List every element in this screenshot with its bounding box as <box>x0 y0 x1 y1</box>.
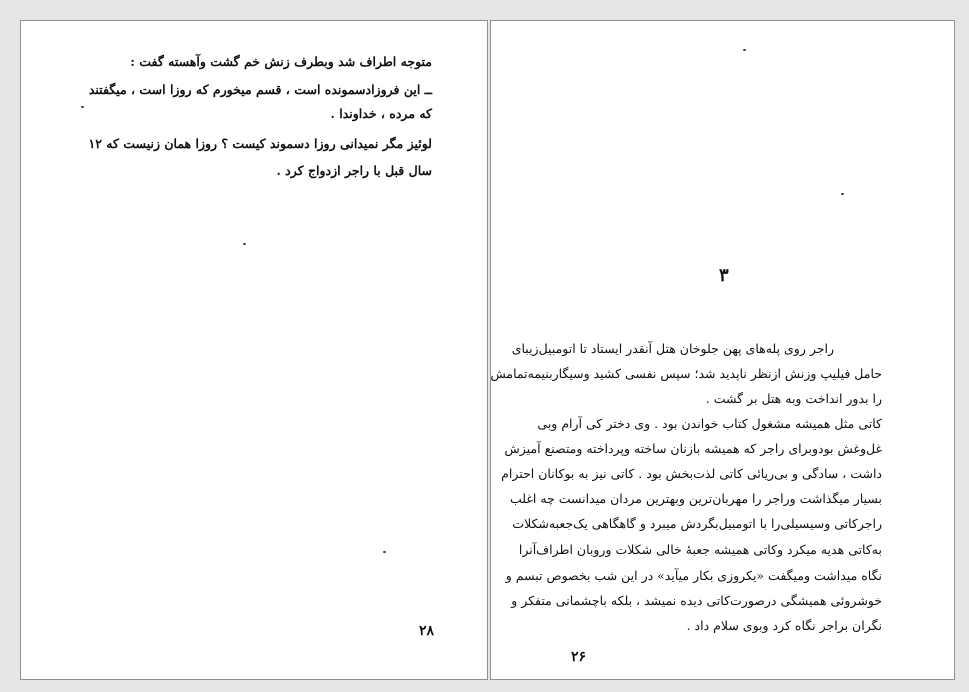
right-line-1: راجر روی پله‌های پهن جلوخان هتل آنقدر ایستاد تا اتومبیل‌زیبای <box>511 341 834 356</box>
right-line-4: کاتی مثل همیشه مشغول کتاب خواندن بود . وی دختر کی آرام وبی <box>537 416 882 431</box>
chapter-number: ۳ <box>719 265 729 286</box>
scan-speck <box>383 551 386 553</box>
left-line-1: متوجه اطراف شد وبطرف زنش خم گشت وآهسته گفت : <box>130 54 432 69</box>
right-line-7: بسیار میگذاشت وراجر را مهربان‌ترین وبهترین مردان میدانست چه اغلب <box>509 491 882 506</box>
right-line-8: راجرکاتی وسیسیلی‌را با اتومبیل‌بگردش میبرد و گاهگاهی یک‌جعبه‌شکلات <box>512 516 882 531</box>
right-line-12: نگران براجر نگاه کرد وبوی سلام داد . <box>686 618 882 633</box>
scan-speck <box>841 193 844 195</box>
right-line-11: خوشروئی همیشگی درصورت‌کاتی دیده نمیشد ، بلکه باچشمانی متفکر و <box>511 593 882 608</box>
right-line-10: نگاه میداشت ومیگفت «یکروزی بکار میآید» در این شب بخصوص تبسم و <box>505 568 882 583</box>
left-line-3: که مرده ، خداوندا . <box>330 106 432 121</box>
scan-speck <box>81 106 84 108</box>
right-page-number: ۲۶ <box>571 649 587 665</box>
right-line-2: حامل فیلیپ وزنش ازنظر ناپدید شد؛ سپس نفسی کشید وسیگاربنیمه‌تمامش <box>490 366 882 381</box>
right-line-6: داشت ، سادگی و بی‌ریائی کاتی لذت‌بخش بود . کاتی نیز به بوکانان احترام <box>501 466 882 481</box>
left-page <box>20 20 488 680</box>
right-page <box>490 20 955 680</box>
left-line-2: ــ این فروزادسمونده است ، قسم میخورم که روزا است ، میگفتند <box>88 82 432 97</box>
right-line-3: را بدور انداخت وبه هتل بر گشت . <box>705 391 882 406</box>
left-line-4: لوئیز مگر نمیدانی روزا دسموند کیست ؟ روزا همان زنیست که ۱۲ <box>88 136 432 151</box>
right-line-9: به‌کاتی هدیه میکرد وکاتی همیشه جعبهٔ خالی شکلات وروبان اطراف‌آنرا <box>518 542 882 557</box>
left-line-5: سال قبل با راجر ازدواج کرد . <box>276 163 432 178</box>
scan-speck <box>243 243 246 245</box>
scan-speck <box>743 49 746 51</box>
right-line-5: غل‌وغش بودوبرای راجر که همیشه بازنان ساخته وپرداخته ومتصنع آمیزش <box>504 441 882 456</box>
left-page-number: ۲۸ <box>419 623 435 639</box>
